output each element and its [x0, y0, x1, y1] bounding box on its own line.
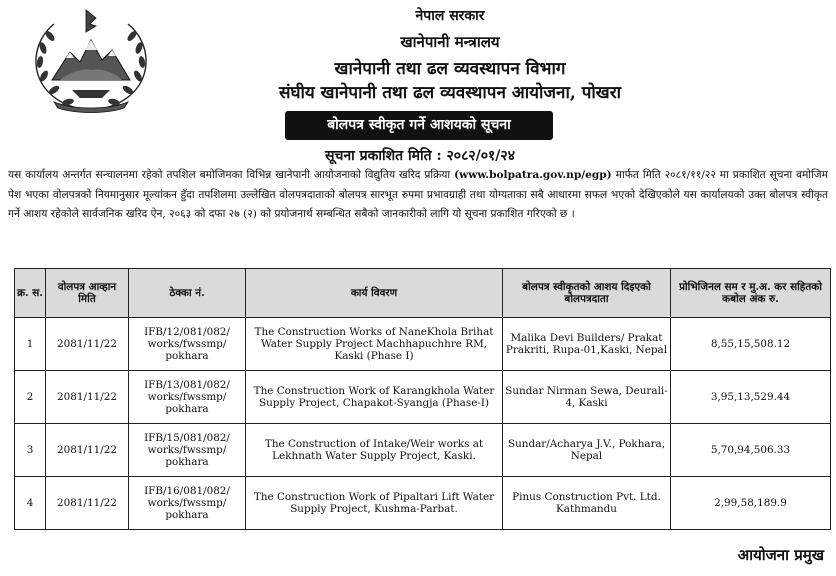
table-header-row: [15, 269, 831, 318]
cell-amount: 3,95,13,529.44: [671, 371, 831, 424]
notice-body-url: (www.bolpatra.gov.np/egp): [454, 169, 612, 181]
cell-description: The Construction Works of NaneKhola Brihat Water Supply Project Machhapuchhre RM, Kaski (Phase I): [246, 318, 503, 371]
notice-body-part1: यस कार्यालय अन्तर्गत सन्चालनमा रहेको तपशिल बमोजिमका विभिन्न खानेपानी आयोजनाको विद्युतिय खरिद प्रक्रिया: [8, 169, 451, 181]
department-name: खानेपानी तथा ढल व्यवस्थापन विभाग: [334, 59, 566, 79]
notice-body-part2: मार्फत मिति २०८१/११/२२ मा प्रकाशित सूचना वमोजिम पेश भएका वोलपत्रको नियमानुसार मूल्यांकन हुँदा तपशिलमा उल्लेखित वोलपत्रदाताको बोलपत्र सारभूत रुपमा प्रभावग्राही तथा योग्यताका सबै आधारमा सफल भएको देखिएकोले यस कार्यालयको उक्त बोलपत्र स्वीकृत गर्ने आशय रहेकोले सार्वजनिक खरिद ऐन, २०६३ को दफा २७ (२) को प्रयोजनार्थ सम्बन्धित सबैको जानकारीको लागि यो सूचना प्रकाशित गरिएको छ ।: [8, 169, 828, 220]
cell-date: 2081/11/22: [46, 318, 129, 371]
government-name: नेपाल सरकार: [415, 8, 485, 24]
cell-bidder: Malika Devi Builders/ Prakat Prakriti, Rupa-01,Kaski, Nepal: [503, 318, 671, 371]
signature-title: आयोजना प्रमुख: [737, 546, 824, 564]
ministry-name: खानेपानी मन्त्रालय: [400, 33, 500, 51]
header-contract-no: ठेक्का नं.: [129, 269, 246, 318]
cell-contract: IFB/16/081/082/ works/fwssmp/ pokhara: [129, 477, 246, 530]
cell-date: 2081/11/22: [46, 477, 129, 530]
cell-bidder: Pinus Construction Pvt. Ltd. Kathmandu: [503, 477, 671, 530]
cell-serial: 4: [15, 477, 46, 530]
header-serial: क्र. स.: [15, 269, 46, 318]
cell-description: The Construction Work of Karangkhola Water Supply Project, Chapakot-Syangja (Phase-I): [246, 371, 503, 424]
cell-serial: 2: [15, 371, 46, 424]
table-row: [15, 477, 831, 530]
header-bidder: बोलपत्र स्वीकृतको आशय दिइएको बोलपत्रदाता: [503, 269, 671, 318]
cell-description: The Construction Work of Pipaltari Lift Water Supply Project, Kushma-Parbat.: [246, 477, 503, 530]
header-amount: प्रोभिजिनल सम र मु.अ. कर सहितको कबोल अंक रु.: [671, 269, 831, 318]
award-table: [14, 268, 831, 530]
cell-amount: 5,70,94,506.33: [671, 424, 831, 477]
header-description: कार्य विवरण: [246, 269, 503, 318]
cell-amount: 2,99,58,189.9: [671, 477, 831, 530]
publication-date: सूचना प्रकाशित मिति : २०८२/०१/२४: [325, 148, 515, 164]
cell-serial: 3: [15, 424, 46, 477]
table-row: [15, 318, 831, 371]
cell-contract: IFB/15/081/082/ works/fwssmp/ pokhara: [129, 424, 246, 477]
government-emblem-icon: [30, 6, 152, 116]
cell-amount: 8,55,15,508.12: [671, 318, 831, 371]
notice-title: बोलपत्र स्वीकृत गर्ने आशयको सूचना: [285, 111, 553, 140]
cell-bidder: Sundar/Acharya J.V., Pokhara, Nepal: [503, 424, 671, 477]
cell-date: 2081/11/22: [46, 424, 129, 477]
cell-contract: IFB/12/081/082/ works/fwssmp/ pokhara: [129, 318, 246, 371]
notice-body: [8, 166, 828, 225]
cell-date: 2081/11/22: [46, 371, 129, 424]
cell-serial: 1: [15, 318, 46, 371]
header-bid-date: वोलपत्र आव्हान मिति: [46, 269, 129, 318]
cell-description: The Construction of Intake/Weir works at Lekhnath Water Supply Project, Kaski.: [246, 424, 503, 477]
cell-bidder: Sundar Nirman Sewa, Deurali-4, Kaski: [503, 371, 671, 424]
project-office-name: संघीय खानेपानी तथा ढल व्यवस्थापन आयोजना, पोखरा: [278, 83, 622, 103]
table-row: [15, 424, 831, 477]
cell-contract: IFB/13/081/082/ works/fwssmp/ pokhara: [129, 371, 246, 424]
table-row: [15, 371, 831, 424]
